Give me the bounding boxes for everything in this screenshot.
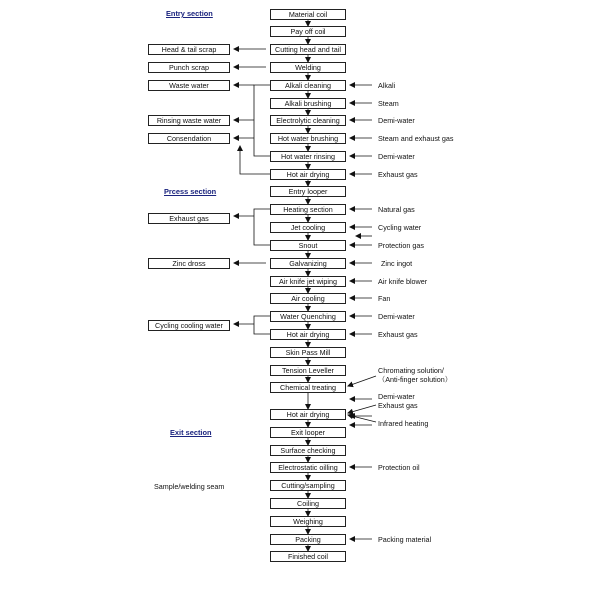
input-steam-exhaust-gas: Steam and exhaust gas bbox=[378, 134, 454, 143]
step-weighing: Weighing bbox=[270, 516, 346, 527]
connector-59 bbox=[254, 209, 270, 245]
step-pay-off-coil: Pay off coil bbox=[270, 26, 346, 37]
exit-section-title: Exit section bbox=[170, 428, 212, 437]
step-welding: Welding bbox=[270, 62, 346, 73]
input-zinc-ingot: Zinc ingot bbox=[381, 259, 413, 268]
step-finished-coil: Finished coil bbox=[270, 551, 346, 562]
input-air-knife-blower: Air knife blower bbox=[378, 277, 428, 286]
input-packing-material: Packing material bbox=[378, 535, 432, 544]
step-exit-looper: Exit looper bbox=[270, 427, 346, 438]
connector-58 bbox=[240, 146, 270, 174]
step-electrostatic-oilling: Electrostatic oilling bbox=[270, 462, 346, 473]
output-head-tail-scrap: Head & tail scrap bbox=[148, 44, 230, 55]
input-alkali: Alkali bbox=[378, 81, 396, 90]
connector-54 bbox=[254, 85, 270, 156]
input-fan: Fan bbox=[378, 294, 391, 303]
step-jet-cooling: Jet cooling bbox=[270, 222, 346, 233]
step-alkali-cleaning: Alkali cleaning bbox=[270, 80, 346, 91]
input-demi-water-4: Demi-water bbox=[378, 392, 415, 401]
input-demi-water-2: Demi-water bbox=[378, 152, 415, 161]
step-material-coil: Material coil bbox=[270, 9, 346, 20]
input-steam: Steam bbox=[378, 99, 399, 108]
input-chromating-solution: Chromating solution/ bbox=[378, 366, 444, 375]
step-coiling: Coiling bbox=[270, 498, 346, 509]
step-cutting-sampling: Cutting/sampling bbox=[270, 480, 346, 491]
step-hot-air-drying-2: Hot air drying bbox=[270, 329, 346, 340]
connector-49 bbox=[348, 376, 376, 386]
input-demi-water-1: Demi-water bbox=[378, 116, 415, 125]
output-waste-water: Waste water bbox=[148, 80, 230, 91]
input-cycling-water: Cycling water bbox=[378, 223, 422, 232]
input-infrared-heating: Infrared heating bbox=[378, 419, 429, 428]
step-electrolytic-cleaning: Electrolytic cleaning bbox=[270, 115, 346, 126]
step-surface-checking: Surface checking bbox=[270, 445, 346, 456]
output-consendation: Consendation bbox=[148, 133, 230, 144]
input-anti-finger-solution: （Anti-finger solution） bbox=[378, 375, 452, 384]
output-punch-scrap: Punch scrap bbox=[148, 62, 230, 73]
output-cycling-cooling-water: Cycling cooling water bbox=[148, 320, 230, 331]
exit-note: Sample/welding seam bbox=[154, 482, 225, 491]
connector-62 bbox=[254, 316, 270, 334]
step-packing: Packing bbox=[270, 534, 346, 545]
step-entry-looper: Entry looper bbox=[270, 186, 346, 197]
input-exhaust-gas-2: Exhaust gas bbox=[378, 330, 418, 339]
input-exhaust-gas-1: Exhaust gas bbox=[378, 170, 418, 179]
step-skin-pass-mill: Skin Pass Mill bbox=[270, 347, 346, 358]
step-air-knife-jet-wiping: Air knife jet wiping bbox=[270, 276, 346, 287]
step-tension-leveller: Tension Leveller bbox=[270, 365, 346, 376]
output-exhaust-gas: Exhaust gas bbox=[148, 213, 230, 224]
entry-section-title: Entry section bbox=[166, 9, 213, 18]
step-hot-air-drying-1: Hot air drying bbox=[270, 169, 346, 180]
step-water-quenching: Water Quenching bbox=[270, 311, 346, 322]
step-cutting-head-tail: Cutting head and tail bbox=[270, 44, 346, 55]
input-protection-oil: Protection oil bbox=[378, 463, 420, 472]
input-natural-gas: Natural gas bbox=[378, 205, 415, 214]
output-zinc-dross: Zinc dross bbox=[148, 258, 230, 269]
step-hot-water-brushing: Hot water brushing bbox=[270, 133, 346, 144]
step-snout: Snout bbox=[270, 240, 346, 251]
step-heating-section: Heating section bbox=[270, 204, 346, 215]
output-rinsing-waste-water: Rinsing waste water bbox=[148, 115, 230, 126]
step-hot-air-drying-3: Hot air drying bbox=[270, 409, 346, 420]
input-protection-gas: Protection gas bbox=[378, 241, 424, 250]
step-chemical-treating: Chemical treating bbox=[270, 382, 346, 393]
step-air-cooling: Air cooling bbox=[270, 293, 346, 304]
step-hot-water-rinsing: Hot water rinsing bbox=[270, 151, 346, 162]
step-galvanizing: Galvanizing bbox=[270, 258, 346, 269]
input-exhaust-gas-3: Exhaust gas bbox=[378, 401, 418, 410]
connector-50 bbox=[348, 405, 376, 413]
process-section-title: Prcess section bbox=[164, 187, 217, 196]
input-demi-water-3: Demi-water bbox=[378, 312, 415, 321]
step-alkali-brushing: Alkali brushing bbox=[270, 98, 346, 109]
